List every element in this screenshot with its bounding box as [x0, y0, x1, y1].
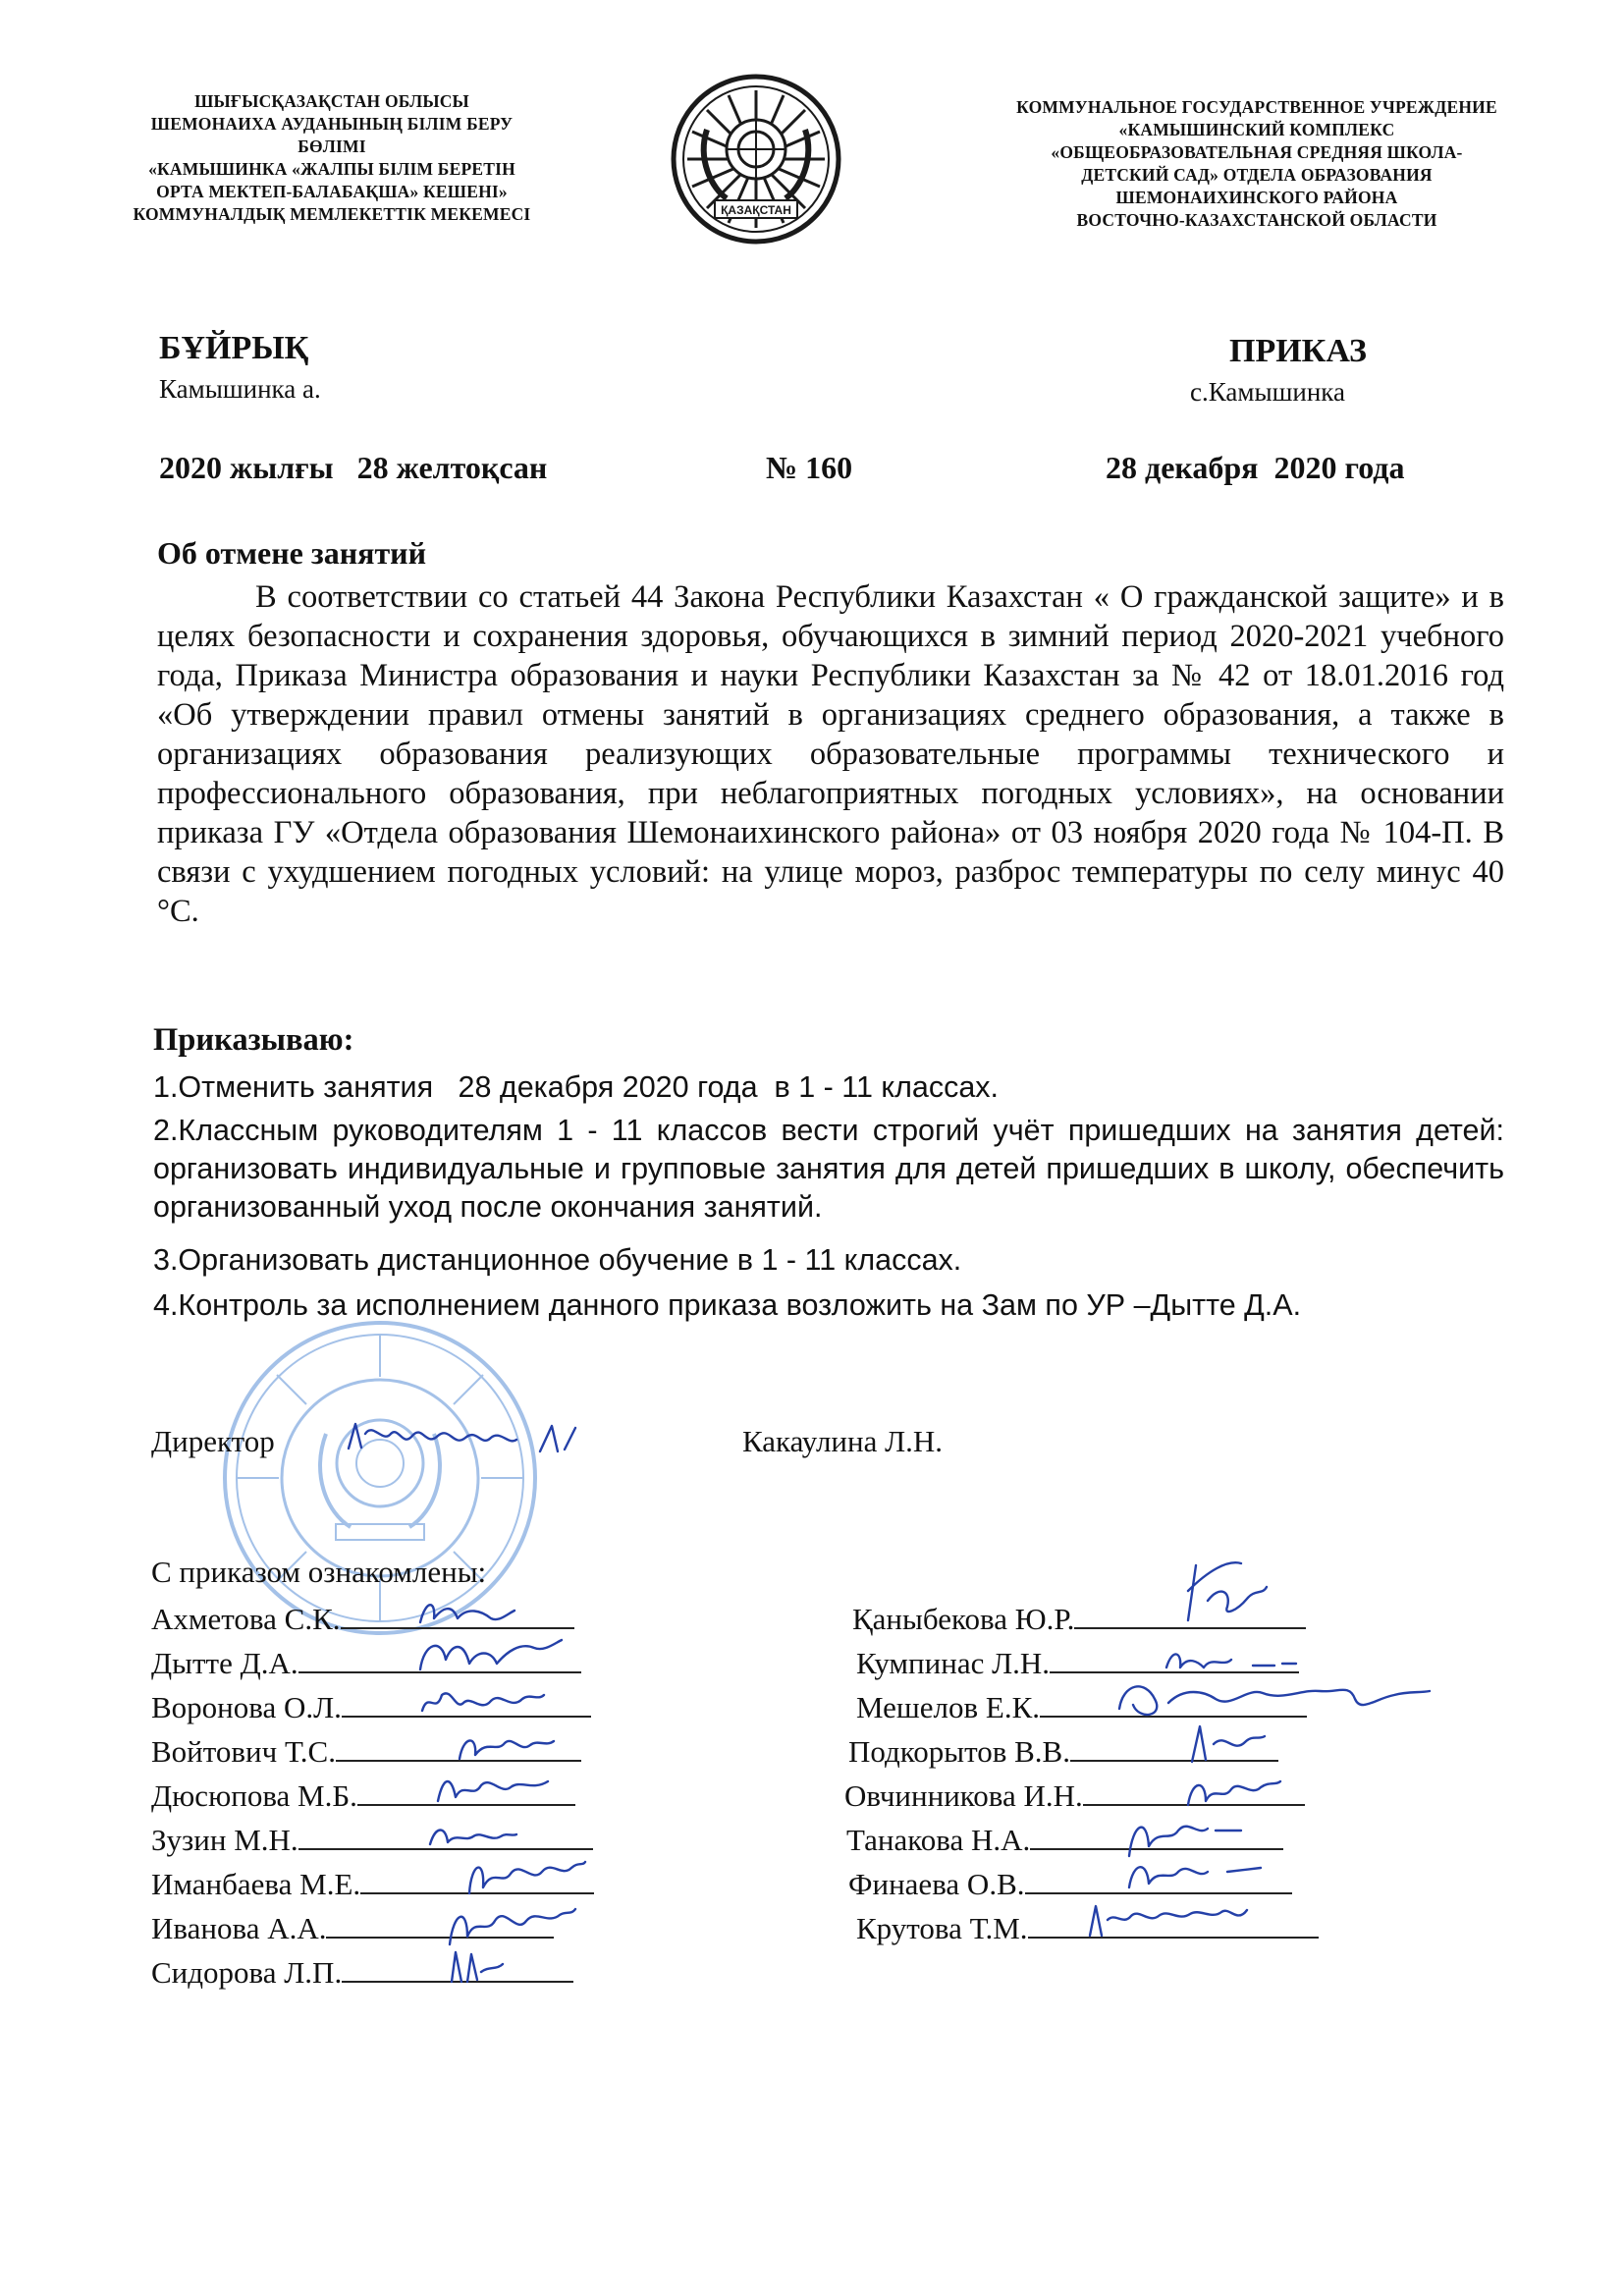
- date-ru: 28 декабря 2020 года: [1106, 450, 1405, 485]
- order-number: № 160: [766, 450, 853, 485]
- ack-name: Иванова А.А.: [151, 1911, 327, 1945]
- header-ru-line: «ОБЩЕОБРАЗОВАТЕЛЬНАЯ СРЕДНЯЯ ШКОЛА-: [1051, 142, 1463, 162]
- date-kz: 2020 жылғы 28 желтоқсан: [159, 450, 548, 485]
- order-item: 1.Отменить занятия 28 декабря 2020 года в 1 - 11 классах.: [153, 1070, 1000, 1104]
- signature-icon: [430, 1766, 558, 1811]
- order-item: 2.Классным руководителям 1 - 11 классов вести строгий учёт пришедших на занятия детей: организовать индивидуальные и групповые занятия для детей пришедших в школу, обеспечить организованный уход после окончания занятий.: [153, 1114, 1504, 1224]
- ack-name: Танакова Н.А.: [846, 1823, 1031, 1857]
- place-kz: Камышинка а.: [159, 374, 321, 404]
- ack-name: Войтович Т.С.: [151, 1734, 336, 1769]
- ack-name: Крутова Т.М.: [856, 1911, 1028, 1945]
- header-kz-line: ШЕМОНАИХА АУДАНЫНЫҢ БІЛІМ БЕРУ: [150, 114, 514, 134]
- ack-name: Мешелов Е.К.: [856, 1690, 1041, 1724]
- ack-name: Қаныбекова Ю.Р.: [852, 1602, 1075, 1636]
- ack-name: Подкорытов В.В.: [848, 1734, 1070, 1769]
- preamble-text: В соответствии со статьей 44 Закона Республики Казахстан « О гражданской защите» и в целях безопасности и сохранения здоровья, обучающихся в зимний период 2020-2021 учебного года, Приказа Министра образования и науки Республики Казахстан за № 42 от 18.01.2016 год «Об утверждении правил отмены занятий в организациях среднего образования, а также в организациях образования реализующих образовательные программы технического и профессионального образования, при неблагоприятных погодных условиях», на основании приказа ГУ «Отдела образования Шемонаихинского района» от 03 ноября 2020 года № 104-П. В связи с ухудшением погодных условий: на улице мороз, разброс температуры по селу минус 40 °С.: [157, 579, 1504, 929]
- header-kz-line: ОРТА МЕКТЕП-БАЛАБАҚША» КЕШЕНІ»: [156, 182, 508, 201]
- signature-icon: [442, 1942, 511, 1990]
- signature-icon: [412, 1589, 520, 1634]
- header-kz-line: ШЫҒЫСҚАЗАҚСТАН ОБЛЫСЫ: [194, 91, 469, 111]
- signature-icon: [1174, 1715, 1272, 1770]
- order-item: 4.Контроль за исполнением данного приказа возложить на Зам по УР –Дытте Д.А.: [153, 1288, 1302, 1322]
- ack-name: Финаева О.В.: [848, 1867, 1025, 1901]
- order-item: 3.Организовать дистанционное обучение в 1 - 11 классах.: [153, 1243, 962, 1277]
- header-kz: [86, 90, 577, 226]
- signature-icon: [1168, 1552, 1276, 1630]
- ack-name: Дытте Д.А.: [151, 1646, 298, 1680]
- preamble: [157, 577, 1504, 931]
- director-signature-icon: [344, 1404, 599, 1473]
- place-ru: с.Камышинка: [1190, 377, 1345, 407]
- signature-icon: [412, 1681, 550, 1721]
- ack-name: Дюсюпова М.Б.: [151, 1778, 357, 1813]
- order-heading: Приказываю:: [153, 1022, 354, 1058]
- signature-icon: [1080, 1890, 1257, 1949]
- ack-name: Зузин М.Н.: [151, 1823, 298, 1857]
- ack-name: Овчинникова И.Н.: [844, 1778, 1083, 1813]
- header-ru-line: ВОСТОЧНО-КАЗАХСТАНСКОЙ ОБЛАСТИ: [1076, 210, 1437, 230]
- header-kz-line: «КАМЫШИНКА «ЖАЛПЫ БІЛІМ БЕРЕТІН: [148, 159, 515, 179]
- order-title-ru: ПРИКАЗ: [1229, 333, 1367, 369]
- signature-icon: [452, 1723, 560, 1769]
- header-ru-line: ДЕТСКИЙ САД» ОТДЕЛА ОБРАЗОВАНИЯ: [1081, 165, 1433, 185]
- ack-name: Ахметова С.К.: [151, 1602, 341, 1636]
- ack-name: Сидорова Л.П.: [151, 1955, 343, 1990]
- ack-heading: С приказом ознакомлены:: [151, 1555, 487, 1589]
- header-ru: [943, 96, 1571, 232]
- header-ru-line: «КАМЫШИНСКИЙ КОМПЛЕКС: [1118, 120, 1395, 139]
- svg-text:ҚАЗАҚСТАН: ҚАЗАҚСТАН: [721, 203, 791, 217]
- director-label: Директор: [151, 1424, 275, 1458]
- order-title-kz: БҰЙРЫҚ: [159, 330, 309, 366]
- ack-name: Кумпинас Л.Н.: [856, 1646, 1051, 1680]
- state-emblem-icon: [668, 71, 844, 247]
- ack-name: Воронова О.Л.: [151, 1690, 342, 1724]
- header-kz-line: БӨЛІМІ: [298, 137, 366, 156]
- header-ru-line: ШЕМОНАИХИНСКОГО РАЙОНА: [1115, 188, 1398, 207]
- order-subject: Об отмене занятий: [157, 535, 427, 571]
- signature-icon: [412, 1630, 569, 1679]
- director-name: Какаулина Л.Н.: [742, 1424, 944, 1458]
- header-ru-line: КОММУНАЛЬНОЕ ГОСУДАРСТВЕННОЕ УЧРЕЖДЕНИЕ: [1016, 97, 1497, 117]
- header-kz-line: КОММУНАЛДЫҚ МЕМЛЕКЕТТІК МЕКЕМЕСІ: [133, 204, 531, 224]
- ack-name: Иманбаева М.Е.: [151, 1867, 361, 1901]
